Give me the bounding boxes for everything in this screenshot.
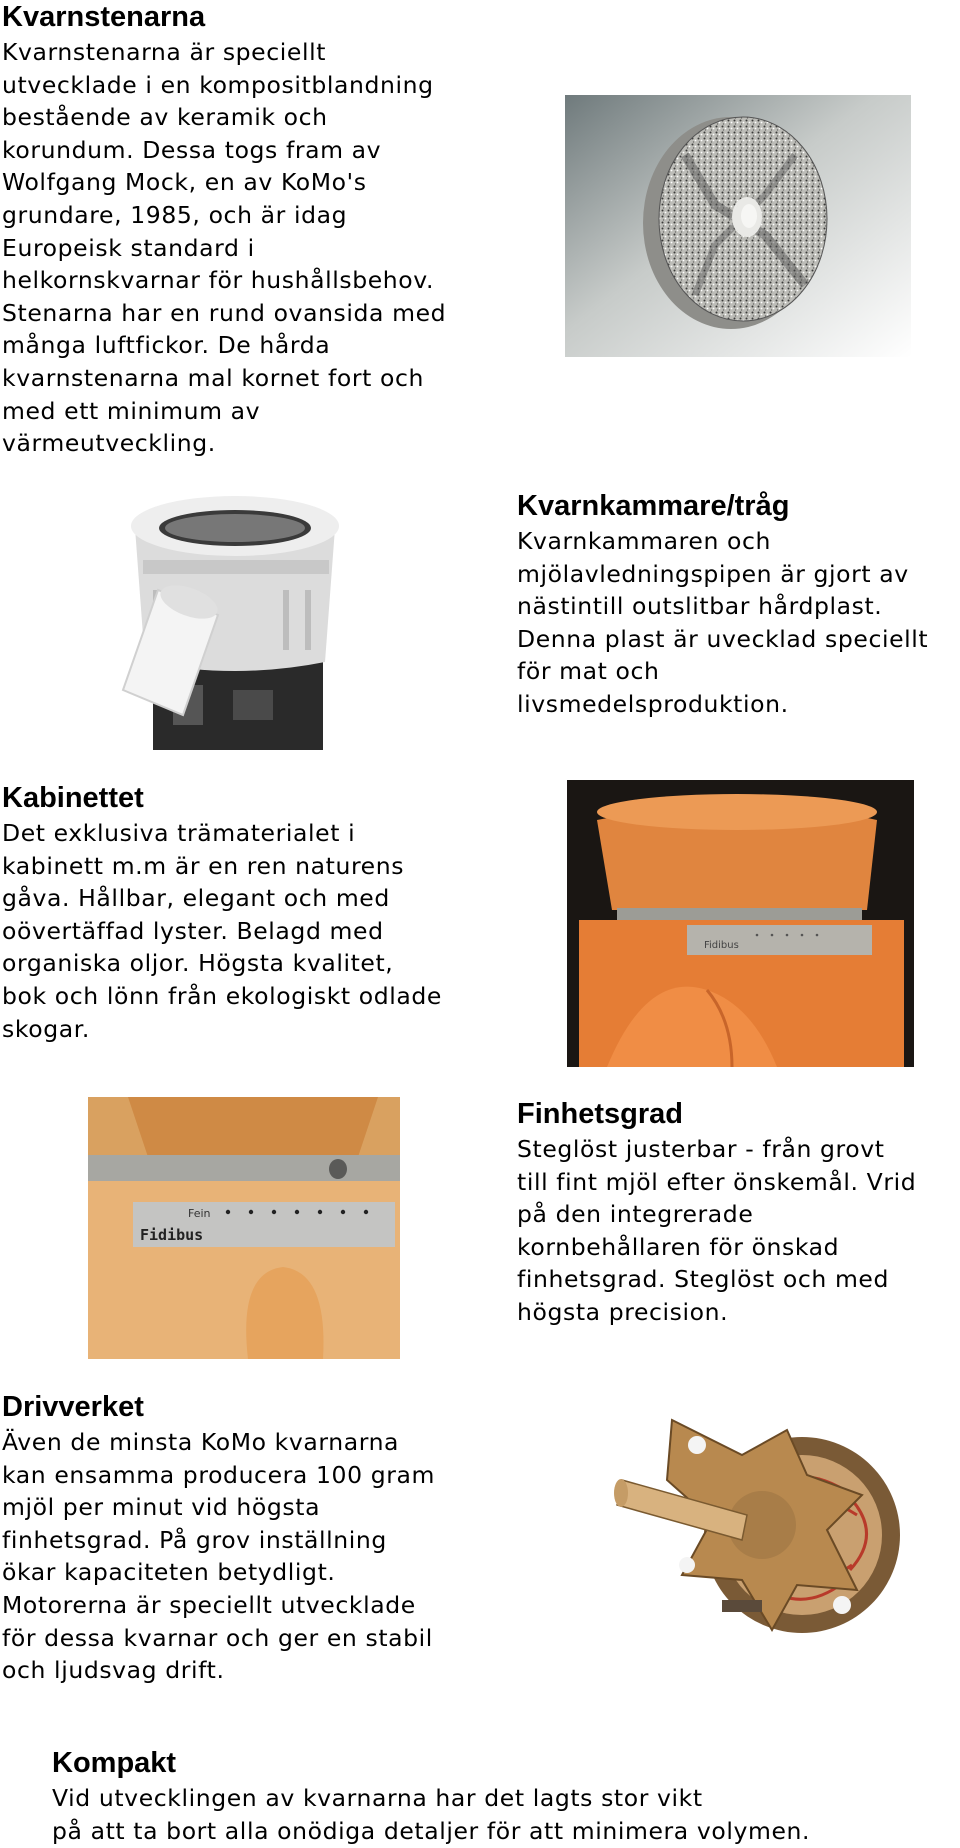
- section-kvarnstenarna: [2, 0, 522, 460]
- section-text: Kvarnstenarna är speciellt utvecklade i en kompositblandning bestående av keramik och korundum. Dessa togs fram av Wolfgang Mock, en av KoMo's grundare, 1985, och är idag Europeisk standard i helkornskvarnar för hushållsbehov. Stenarna har en rund ovansida med många luftfickor. De hårda kvarnstenarna mal kornet fort och med ett minimum av värmeutveckling.: [2, 38, 447, 458]
- section-title: Drivverket: [2, 1391, 144, 1423]
- section-drivverket: [2, 1390, 522, 1687]
- section-title: Kompakt: [52, 1747, 177, 1779]
- fineness-dial-image: [88, 1097, 400, 1359]
- section-text: Även de minsta KoMo kvarnarna kan ensamma producera 100 gram mjöl per minut vid högsta finhetsgrad. På grov inställning ökar kapaciteten betydligt. Motorerna är speciellt utvecklade för dessa kvarnar och ger en stabil och ljudsvag drift.: [2, 1428, 435, 1685]
- section-title: Kvarnkammare/tråg: [517, 490, 790, 522]
- dial-brand-label: Fidibus: [140, 1226, 204, 1244]
- section-title: Kabinettet: [2, 782, 144, 814]
- section-finhetsgrad: [517, 1097, 957, 1329]
- dial-fein-label: Fein: [188, 1207, 211, 1220]
- section-text: Vid utvecklingen av kvarnarna har det lagts stor vikt på att ta bort alla onödiga detaljer för att minimera volymen.: [52, 1784, 811, 1845]
- section-text: Steglöst justerbar - från grovt till fint mjöl efter önskemål. Vrid på den integrerade kornbehållaren för önskad finhetsgrad. Steglöst och med högsta precision.: [517, 1135, 917, 1326]
- grinding-chamber-image: [113, 490, 358, 750]
- section-kvarnkammare: [517, 489, 957, 721]
- section-title: Finhetsgrad: [517, 1098, 683, 1130]
- cabinet-brand-label: Fidibus: [704, 940, 739, 951]
- motor-image: [612, 1400, 914, 1640]
- wooden-cabinet-image: [567, 780, 914, 1067]
- section-kompakt: [52, 1746, 952, 1847]
- millstone-image: [565, 95, 911, 357]
- section-title: Kvarnstenarna: [2, 1, 206, 33]
- section-kabinettet: [2, 781, 522, 1045]
- section-text: Kvarnkammaren och mjölavledningspipen är gjort av nästintill outslitbar hårdplast. Denna plast är uvecklad speciellt för mat och livsmedelsproduktion.: [517, 527, 929, 718]
- section-text: Det exklusiva trämaterialet i kabinett m.m är en ren naturens gåva. Hållbar, elegant och med oövertäffad lyster. Belagd med organiska oljor. Högsta kvalitet, bok och lönn från ekologiskt odlade skogar.: [2, 819, 442, 1043]
